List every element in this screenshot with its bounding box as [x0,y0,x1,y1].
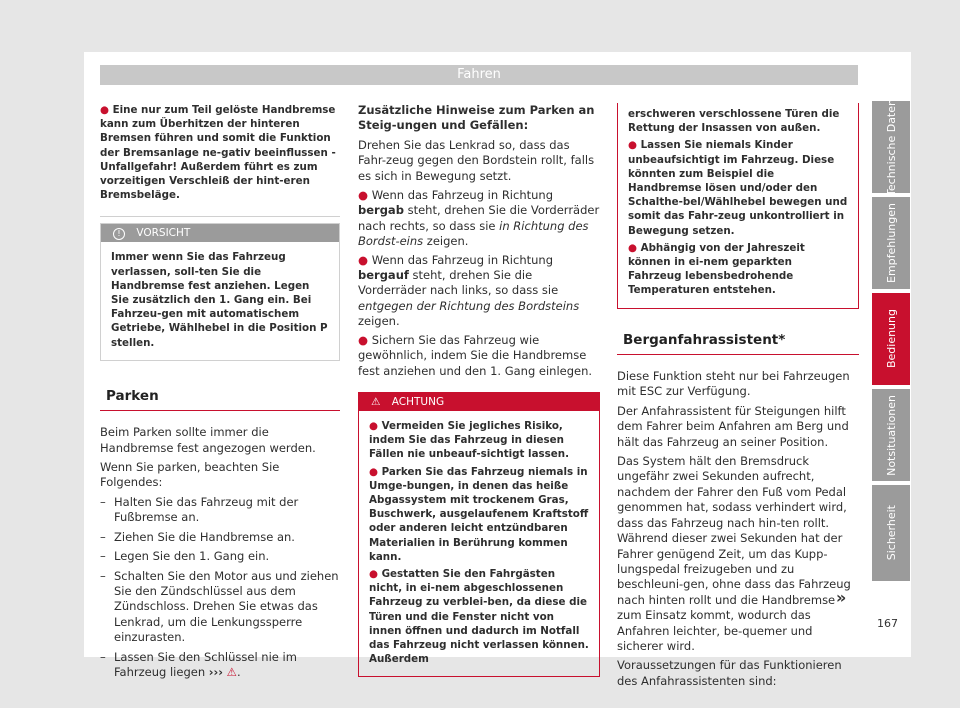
list-item: ● Lassen Sie niemals Kinder unbeaufsichtigt im Fahrzeug. Diese könnten zum Beispiel die Handbremse lösen und/oder den Schalthe-bel/Wählhebel bewegen und somit das Fahr-zeug unkontrolliert in Bewegung setzen. [628,139,848,237]
vorsicht-text: Immer wenn Sie das Fahrzeug verlassen, soll-ten Sie die Handbremse fest anziehen. Legen Sie zusätzlich den 1. Gang ein. Bei Fahrzeu-gen mit automatischem Getriebe, Wählhebel in die Position P stellen. [111,251,328,349]
vorsicht-box [100,223,340,360]
list-item: – Ziehen Sie die Handbremse an. [100,529,295,544]
warning-continuation [100,103,340,202]
reference-marker[interactable]: ››› [208,664,223,679]
achtung-box [358,392,600,677]
tab-sicherheit[interactable]: Sicherheit [872,485,910,581]
list-item: ● Wenn das Fahrzeug in Richtung bergauf steht, drehen Sie die Vorderräder nach links, so dass sie entgegen der Richtung des Bordsteins zeigen. [358,252,580,329]
achtung-body [359,411,599,676]
list-item: ● Parken Sie das Fahrzeug niemals in Umge-bungen, in denen das heiße Abgassystem mit trockenem Gras, Buschwerk, ausgelaufenem Kraftstoff oder anderen leicht entzündbaren Materialien in Berührung kommen kann. [369,465,589,563]
bullet-icon: ● [100,104,109,116]
warning-triangle-icon[interactable]: ⚠ [226,664,237,679]
info-circle-icon: ! [113,228,125,240]
list-item: – Schalten Sie den Motor aus und ziehen Sie den Zündschlüssel aus dem Zündschloss. Drehen Sie etwas das Lenkrad, um die Lenkungssperre einzurasten. [100,568,339,645]
list-item: ● Abhängig von der Jahreszeit können in ei-nem geparkten Fahrzeug lebensbedrohende Temperaturen entstehen. [628,241,805,297]
paragraph: Diese Funktion steht nur bei Fahrzeugen mit ESC zur Verfügung. [617,369,850,399]
achtung-label: ACHTUNG [391,395,445,408]
slope-paragraph: Drehen Sie das Lenkrad so, dass das Fahr-zeug gegen den Bordstein rollt, falls es sich in Bewegung setzt. [358,137,595,183]
tab-technische-daten[interactable]: Technische Daten [872,101,910,193]
vorsicht-header [101,224,339,242]
paragraph: Voraussetzungen für das Funktionieren des Anfahrassistenten sind: [617,658,842,688]
slope-heading: Zusätzliche Hinweise zum Parken an Steig-ungen und Gefällen: [358,103,595,133]
column-middle [358,103,600,677]
paragraph: Das System hält den Bremsdruck ungefähr zwei Sekunden aufrecht, nachdem der Fahrer den Fuß vom Pedal genommen hat, sodass verhindert wird, dass das Fahrzeug nach hin-ten rollt. Während dieser zwei Sekunden hat der Fahrer genügend Zeit, um das Kupp-lungspedal freizugeben und zu beschleuni-gen, ohne dass das Fahrzeug nach hinten rollt und die Handbremse zum Einsatz kommt, wodurch das Anfahren leichter, be-quemer und sicherer wird. [617,454,851,653]
tab-notsituationen[interactable]: Notsituationen [872,389,910,481]
parken-paragraph-1: Beim Parken sollte immer die Handbremse fest angezogen werden. [100,425,316,455]
column-left [100,103,340,684]
achtung-box-continued [617,103,859,309]
list-item: – Lassen Sie den Schlüssel nie im Fahrzeug liegen ››› ⚠. [100,649,297,679]
list-item: – Legen Sie den 1. Gang ein. [100,549,270,564]
list-item: ● Wenn das Fahrzeug in Richtung bergab steht, drehen Sie die Vorderräder nach rechts, so dass sie in Richtung des Bordst-eins zeigen. [358,188,600,249]
section-title-berganfahrassistent: Berganfahrassistent* [617,333,859,355]
paragraph: Der Anfahrassistent für Steigungen hilft dem Fahrer beim Anfahren am Berg und hält das Fahrzeug an seiner Position. [617,403,849,449]
warning-continuation: erschweren verschlossene Türen die Rettung der Insassen von außen. [628,108,840,135]
page-number: 167 [877,617,898,630]
parken-steps-list [100,495,340,680]
list-item: ● Vermeiden Sie jegliches Risiko, indem Sie das Fahrzeug in diesen Fällen nie unbeauf-sichtigt lassen. [369,419,570,461]
list-item: ● Sichern Sie das Fahrzeug wie gewöhnlich, indem Sie die Handbremse fest anziehen und den 1. Gang einlegen. [358,332,593,378]
achtung-header [359,393,599,411]
list-item: – Halten Sie das Fahrzeug mit der Fußbremse an. [100,494,299,525]
continue-arrow-icon: » [836,588,847,607]
column-right [617,103,859,693]
tab-empfehlungen[interactable]: Empfehlungen [872,197,910,289]
chapter-header: Fahren [100,65,858,85]
list-item: ● Gestatten Sie den Fahrgästen nicht, in ei-nem abgeschlossenen Fahrzeug zu verblei-ben, da diese die Türen und die Fenster nicht von innen öffnen und dadurch im Notfall das Fahrzeug nicht verlassen können. Außerdem [369,567,589,666]
tab-bedienung[interactable]: Bedienung [872,293,910,385]
parken-paragraph-2: Wenn Sie parken, beachten Sie Folgendes: [100,460,280,490]
section-title-parken: Parken [100,389,340,411]
warning-triangle-icon: ⚠ [371,395,381,408]
vorsicht-label: VORSICHT [136,227,191,240]
warning-text: Eine nur zum Teil gelöste Handbremse kann zum Überhitzen der hinteren Bremsen führen und somit die Funktion der Bremsanlage ne-gativ beeinflussen - Unfallgefahr! Außerdem führt es zum vorzeitigen Verschleiß der hint-eren Bremsbeläge. [100,104,336,202]
